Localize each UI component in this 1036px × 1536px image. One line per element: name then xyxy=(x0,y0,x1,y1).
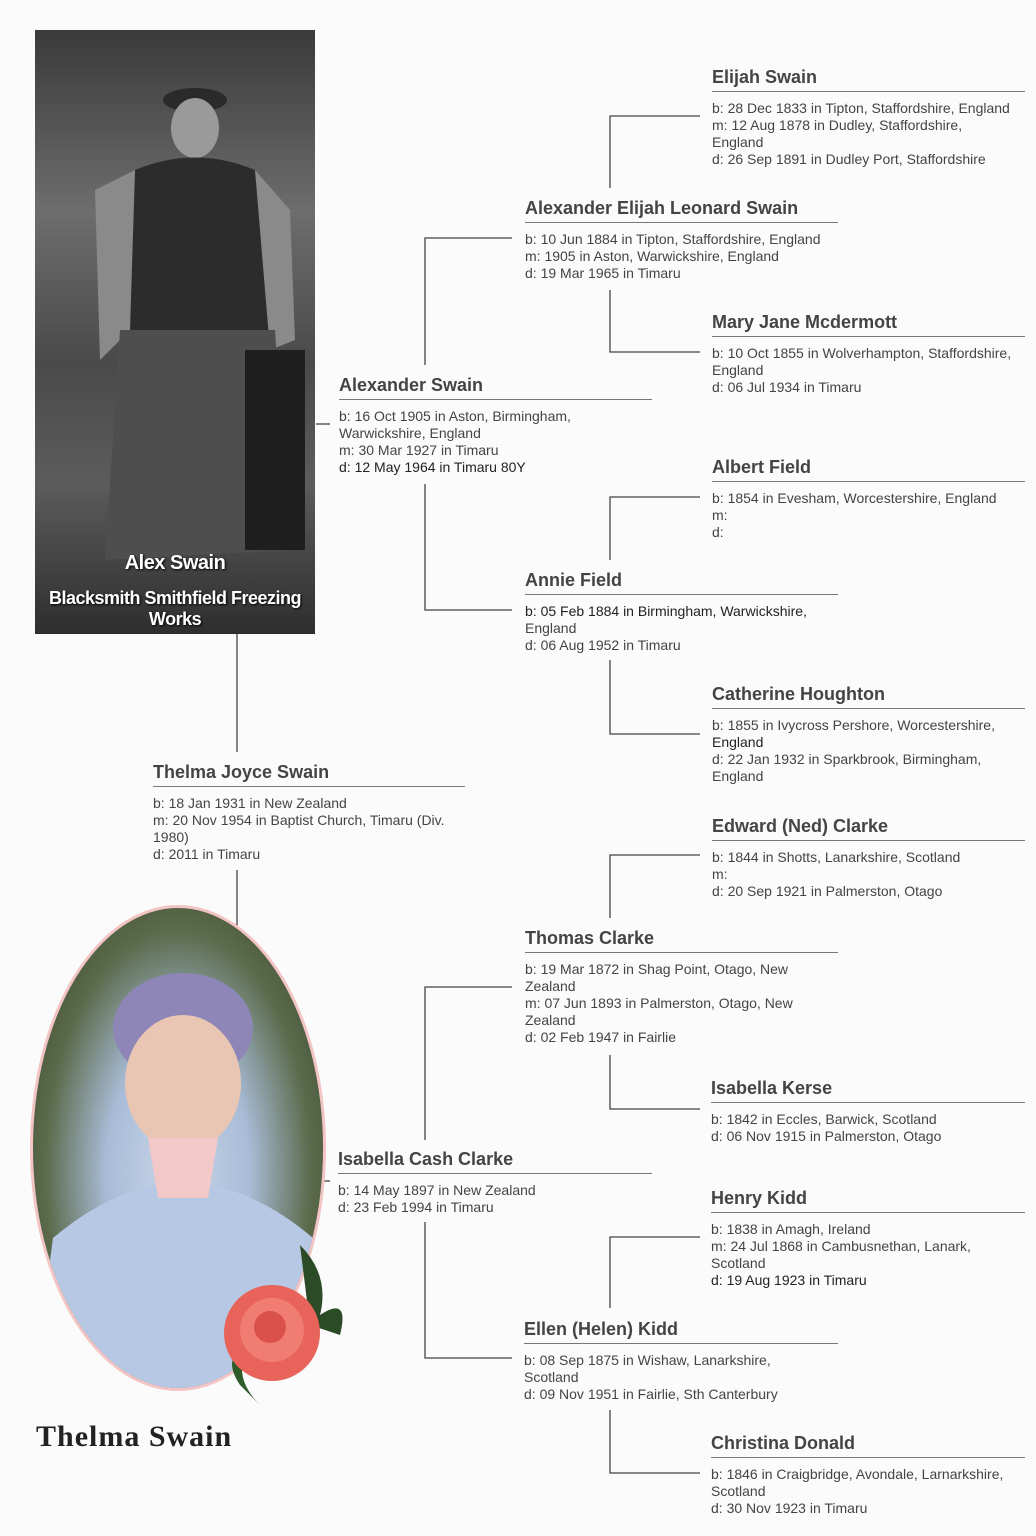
person-detail: b: 1842 in Eccles, Barwick, Scotland xyxy=(711,1111,937,1127)
person-detail: d: 19 Mar 1965 in Timaru xyxy=(525,265,681,281)
person-detail: b: 10 Jun 1884 in Tipton, Staffordshire, England xyxy=(525,231,821,247)
person-detail: d: xyxy=(712,524,724,540)
person-detail: d: 2011 in Timaru xyxy=(153,846,261,862)
person-detail: England xyxy=(712,134,764,150)
person-catherine-houghton xyxy=(712,684,1025,785)
person-name: Christina Donald xyxy=(711,1433,1025,1458)
person-detail: b: 1838 in Amagh, Ireland xyxy=(711,1221,871,1237)
person-detail: b: 16 Oct 1905 in Aston, Birmingham, xyxy=(339,408,571,424)
person-name: Mary Jane Mcdermott xyxy=(712,312,1025,337)
person-christina-donald xyxy=(711,1433,1025,1517)
person-detail: England xyxy=(712,362,764,378)
person-detail: d: 30 Nov 1923 in Timaru xyxy=(711,1500,868,1516)
person-detail: England xyxy=(712,734,764,750)
person-detail: m: xyxy=(712,507,728,523)
person-name: Henry Kidd xyxy=(711,1188,1025,1213)
person-detail: m: 20 Nov 1954 in Baptist Church, Timaru (Div. xyxy=(153,812,445,828)
person-detail: b: 08 Sep 1875 in Wishaw, Lanarkshire, xyxy=(524,1352,771,1368)
person-detail: b: 1854 in Evesham, Worcestershire, England xyxy=(712,490,997,506)
person-detail: Zealand xyxy=(525,978,576,994)
person-detail: 1980) xyxy=(153,829,189,845)
person-name: Thomas Clarke xyxy=(525,928,838,953)
person-elijah-swain xyxy=(712,67,1025,168)
person-detail: Scotland xyxy=(711,1483,766,1499)
person-detail: m: 1905 in Aston, Warwickshire, England xyxy=(525,248,779,264)
person-detail: b: 1855 in Ivycross Pershore, Worcestershire, xyxy=(712,717,995,733)
person-detail: d: 02 Feb 1947 in Fairlie xyxy=(525,1029,676,1045)
person-mary-jane-mcdermott xyxy=(712,312,1025,396)
person-detail: d: 06 Nov 1915 in Palmerston, Otago xyxy=(711,1128,942,1144)
person-detail: Zealand xyxy=(525,1012,576,1028)
person-detail: m: 24 Jul 1868 in Cambusnethan, Lanark, xyxy=(711,1238,971,1254)
person-isabella-cash-clarke xyxy=(338,1149,652,1216)
person-alexander-elijah-leonard-swain xyxy=(525,198,838,282)
person-detail: m: xyxy=(712,866,728,882)
person-detail: d: 20 Sep 1921 in Palmerston, Otago xyxy=(712,883,943,899)
person-isabella-kerse xyxy=(711,1078,1025,1145)
person-name: Alexander Elijah Leonard Swain xyxy=(525,198,838,223)
person-detail: d: 09 Nov 1951 in Fairlie, Sth Canterbury xyxy=(524,1386,778,1402)
person-name: Isabella Cash Clarke xyxy=(338,1149,652,1174)
person-detail: d: 12 May 1964 in Timaru 80Y xyxy=(339,459,526,475)
person-ellen-helen-kidd xyxy=(524,1319,838,1403)
person-albert-field xyxy=(712,457,1025,541)
person-henry-kidd xyxy=(711,1188,1025,1289)
photo-caption-occupation: Blacksmith Smithfield Freezing Works xyxy=(48,588,302,629)
person-name: Alexander Swain xyxy=(339,375,652,400)
person-detail: b: 18 Jan 1931 in New Zealand xyxy=(153,795,347,811)
person-detail: d: 06 Jul 1934 in Timaru xyxy=(712,379,862,395)
person-detail: Warwickshire, England xyxy=(339,425,481,441)
alex-swain-photo xyxy=(35,30,315,634)
person-name: Isabella Kerse xyxy=(711,1078,1025,1103)
person-detail: Scotland xyxy=(711,1255,766,1271)
person-detail: b: 19 Mar 1872 in Shag Point, Otago, New xyxy=(525,961,789,977)
person-name: Ellen (Helen) Kidd xyxy=(524,1319,838,1344)
person-detail: England xyxy=(525,620,577,636)
person-name: Albert Field xyxy=(712,457,1025,482)
person-detail: b: 1844 in Shotts, Lanarkshire, Scotland xyxy=(712,849,961,865)
person-detail: d: 19 Aug 1923 in Timaru xyxy=(711,1272,867,1288)
person-name: Annie Field xyxy=(525,570,838,595)
person-annie-field xyxy=(525,570,838,654)
rose-icon xyxy=(200,1235,350,1415)
person-name: Elijah Swain xyxy=(712,67,1025,92)
person-detail: b: 14 May 1897 in New Zealand xyxy=(338,1182,536,1198)
person-detail: d: 26 Sep 1891 in Dudley Port, Staffordshire xyxy=(712,151,986,167)
person-name: Thelma Joyce Swain xyxy=(153,762,465,787)
person-detail: m: 07 Jun 1893 in Palmerston, Otago, New xyxy=(525,995,793,1011)
photo-caption-name: Alex Swain xyxy=(124,552,226,574)
person-detail: d: 06 Aug 1952 in Timaru xyxy=(525,637,681,653)
person-detail: England xyxy=(712,768,764,784)
person-detail: m: 12 Aug 1878 in Dudley, Staffordshire, xyxy=(712,117,963,133)
person-thomas-clarke xyxy=(525,928,838,1046)
person-name: Edward (Ned) Clarke xyxy=(712,816,1025,841)
person-detail: d: 22 Jan 1932 in Sparkbrook, Birmingham, xyxy=(712,751,982,767)
person-edward-ned-clarke xyxy=(712,816,1025,900)
person-thelma-joyce-swain xyxy=(153,762,465,863)
blacksmith-figure-icon xyxy=(35,30,315,634)
person-detail: b: 1846 in Craigbridge, Avondale, Larnarkshire, xyxy=(711,1466,1004,1482)
person-detail: d: 23 Feb 1994 in Timaru xyxy=(338,1199,494,1215)
person-detail: m: 30 Mar 1927 in Timaru xyxy=(339,442,499,458)
person-detail: b: 28 Dec 1833 in Tipton, Staffordshire, England xyxy=(712,100,1010,116)
person-detail: b: 10 Oct 1855 in Wolverhampton, Staffordshire, xyxy=(712,345,1012,361)
thelma-photo-caption: Thelma Swain xyxy=(36,1420,233,1453)
person-alexander-swain xyxy=(339,375,652,476)
person-detail: b: 05 Feb 1884 in Birmingham, Warwickshire, xyxy=(525,603,807,619)
person-detail: Scotland xyxy=(524,1369,579,1385)
person-name: Catherine Houghton xyxy=(712,684,1025,709)
